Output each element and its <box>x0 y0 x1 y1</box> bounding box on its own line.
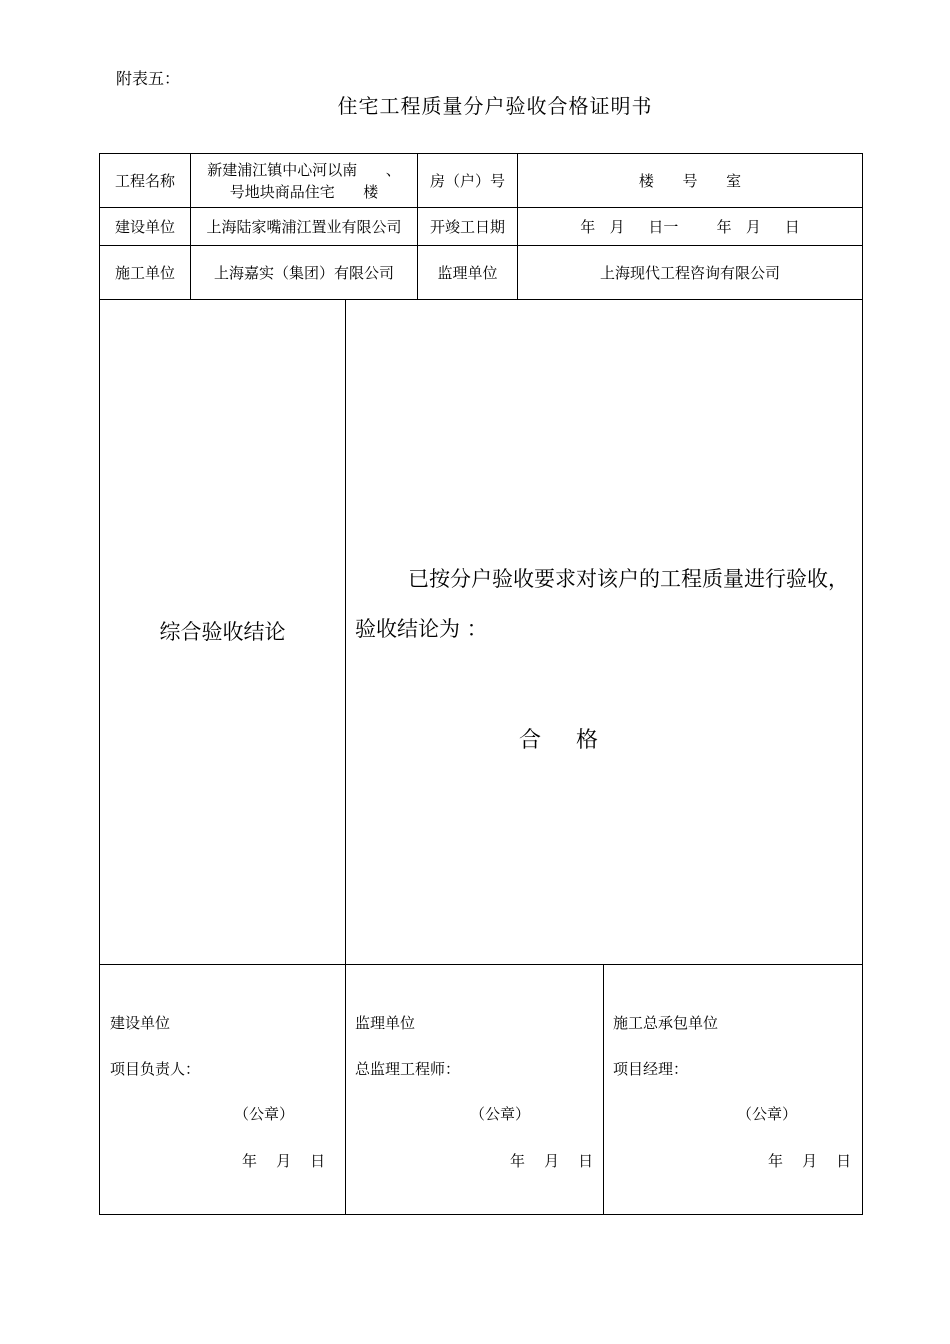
sig-builder-date-text: 年 月 日 <box>242 1152 326 1170</box>
supervisor-value: 上海现代工程咨询有限公司 <box>599 263 780 282</box>
conclusion-text-line2: 验收结论为 ： <box>355 617 488 641</box>
conclusion-result-text: 合 格 <box>519 728 598 753</box>
sig-contractor-unit: 施工总承包单位 <box>613 1014 719 1032</box>
conclusion-text-line1: 已按分户验收要求对该户的工程质量进行验收， <box>408 567 849 591</box>
sig-supervisor-seal: （公章） <box>470 1105 531 1123</box>
sig-builder-unit: 建设单位 <box>110 1014 171 1032</box>
builder-value: 上海陆家嘴浦江置业有限公司 <box>206 217 402 236</box>
sig-contractor-date-text: 年 月 日 <box>768 1152 852 1170</box>
sig-supervisor-role: 总监理工程师： <box>355 1060 461 1078</box>
conclusion-label: 综合验收结论 <box>159 620 286 644</box>
page-title: 住宅工程质量分户验收合格证明书 <box>337 94 653 118</box>
appendix-label: 附表五： <box>116 69 181 88</box>
sig-builder-seal: （公章） <box>234 1105 295 1123</box>
dates-text: 年 月 日一 年 月 日 <box>580 217 800 236</box>
conclusion-result <box>519 727 598 755</box>
sig-contractor-role: 项目经理： <box>613 1060 689 1078</box>
dates-value <box>518 208 862 245</box>
sig-supervisor-date-text: 年 月 日 <box>510 1152 594 1170</box>
contractor-label: 施工单位 <box>114 263 175 282</box>
sig-supervisor-date <box>510 1150 593 1171</box>
contractor-value: 上海嘉实（集团）有限公司 <box>213 263 394 282</box>
sig-supervisor-unit: 监理单位 <box>355 1014 416 1032</box>
project-name-value <box>191 154 417 207</box>
sig-builder-role: 项目负责人： <box>110 1060 201 1078</box>
supervisor-label: 监理单位 <box>437 263 498 282</box>
project-name-line1: 新建浦江镇中心河以南 、 <box>207 160 401 179</box>
house-no-value <box>518 154 862 207</box>
project-name-line2: 号地块商品住宅 楼 <box>229 182 379 201</box>
sig-contractor-date <box>768 1150 851 1171</box>
sig-builder-date <box>242 1150 325 1171</box>
dates-label: 开竣工日期 <box>429 217 505 236</box>
house-no-text: 楼 号 室 <box>638 171 742 190</box>
builder-label: 建设单位 <box>114 217 175 236</box>
sig-contractor-seal: （公章） <box>737 1105 798 1123</box>
certificate-table <box>99 153 863 1215</box>
house-no-label: 房（户）号 <box>429 171 505 190</box>
project-name-label: 工程名称 <box>114 171 175 190</box>
